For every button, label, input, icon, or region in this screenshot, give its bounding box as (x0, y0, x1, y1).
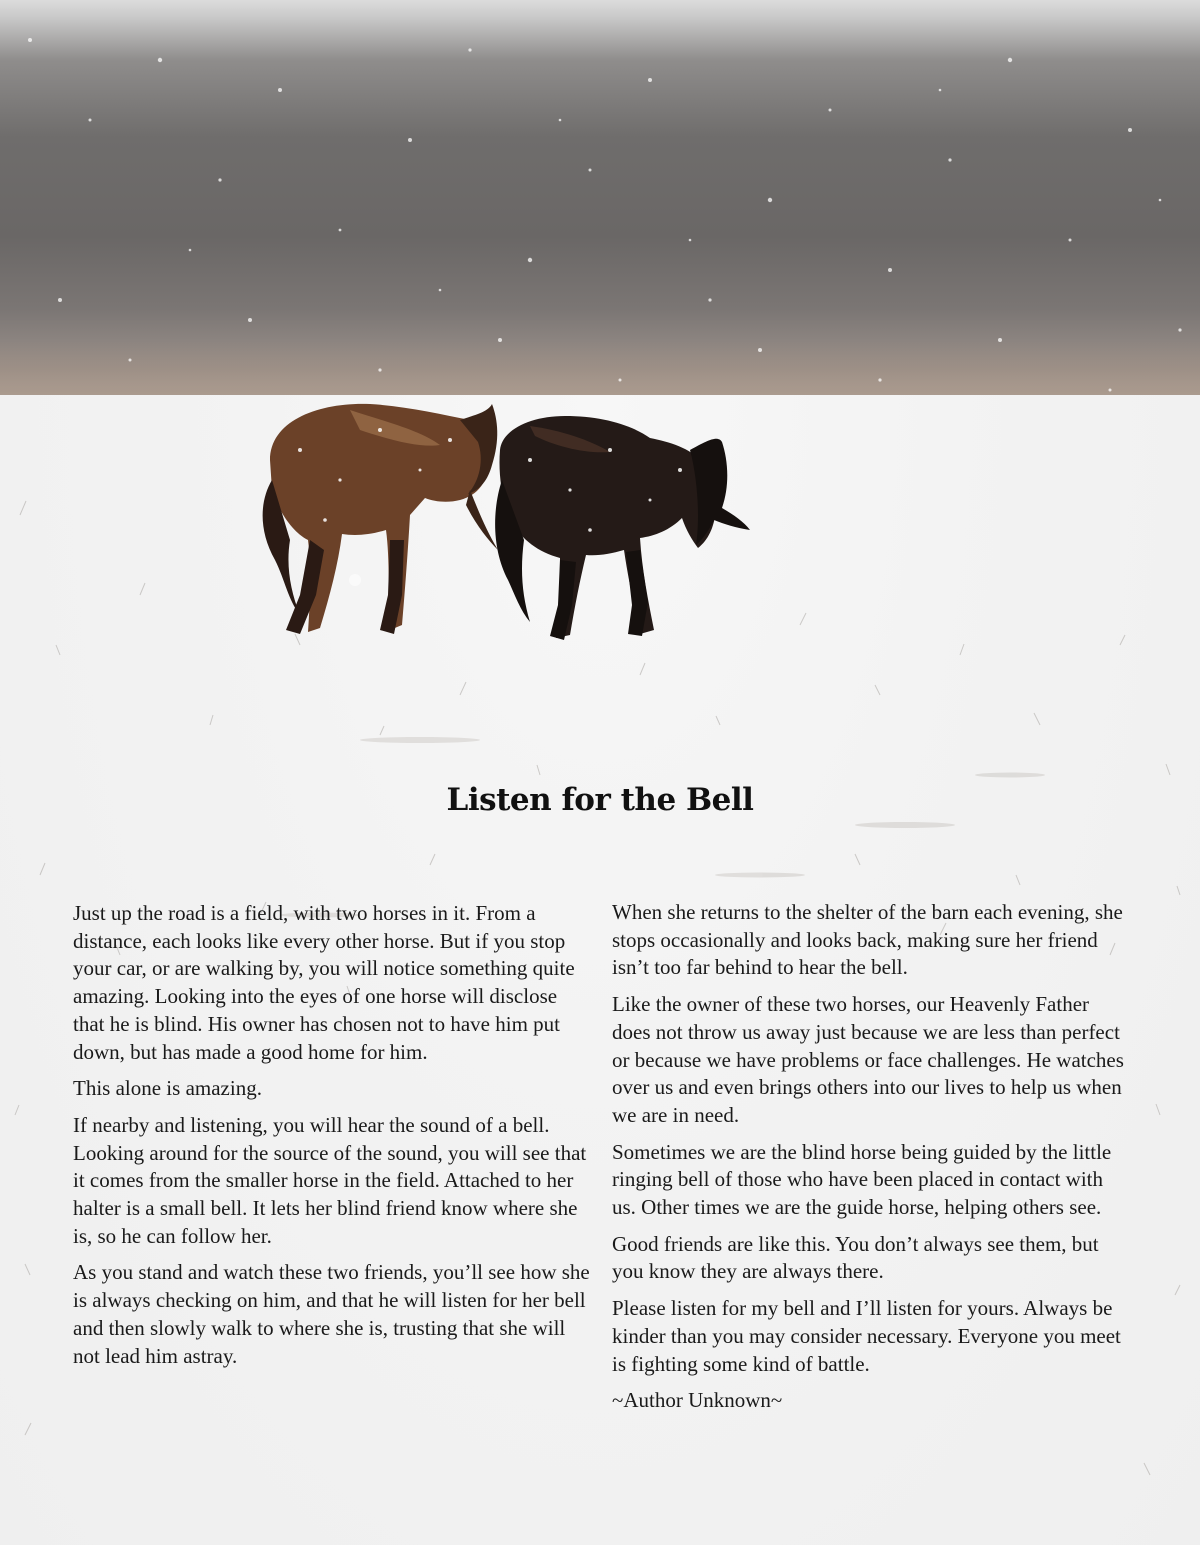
paragraph: If nearby and listening, you will hear the sound of a bell. Looking around for the source of the sound, you will see that it comes from the smaller horse in the field. Attached to her halter is a small bell. It lets her blind friend know where she is, so he can follow her. (73, 1112, 587, 1248)
paragraph: Good friends are like this. You don’t always see them, but you know they are always there. (612, 1231, 1099, 1284)
paragraph: As you stand and watch these two friends, you’ll see how she is always checking on him, and that he will listen for her bell and then slowly walk to where she is, trusting that she will not lead him astray. (73, 1260, 590, 1368)
paragraph: Please listen for my bell and I’ll listen for yours. Always be kinder than you may consider necessary. Everyone you meet is fighting some kind of battle. (612, 1296, 1121, 1376)
right-column (612, 899, 1132, 1424)
paragraph: This alone is amazing. (73, 1076, 262, 1101)
paragraph: When she returns to the shelter of the barn each evening, she stops occasionally and looks back, making sure her friend isn’t too far behind to hear the bell. (612, 900, 1123, 980)
article-title: Listen for the Bell (446, 782, 754, 818)
paragraph: Sometimes we are the blind horse being guided by the little ringing bell of those who have been placed in contact with us. Other times we are the guide horse, helping others see. (612, 1139, 1112, 1220)
left-column (73, 900, 593, 1379)
paragraph: Just up the road is a field, with two horses in it. From a distance, each looks like every other horse. But if you stop your car, or are walking by, you will notice something quite amazing. Looking into the eyes of one horse will disclose that he is blind. His owner has chosen not to have him put down, but has made a good home for him. (73, 901, 575, 1064)
author-signature: ~Author Unknown~ (612, 1388, 783, 1413)
paragraph: Like the owner of these two horses, our Heavenly Father does not throw us away just because we are less than perfect or because we have problems or face challenges. He watches over us and even brings others into our lives to help us when we are in need. (612, 992, 1124, 1127)
